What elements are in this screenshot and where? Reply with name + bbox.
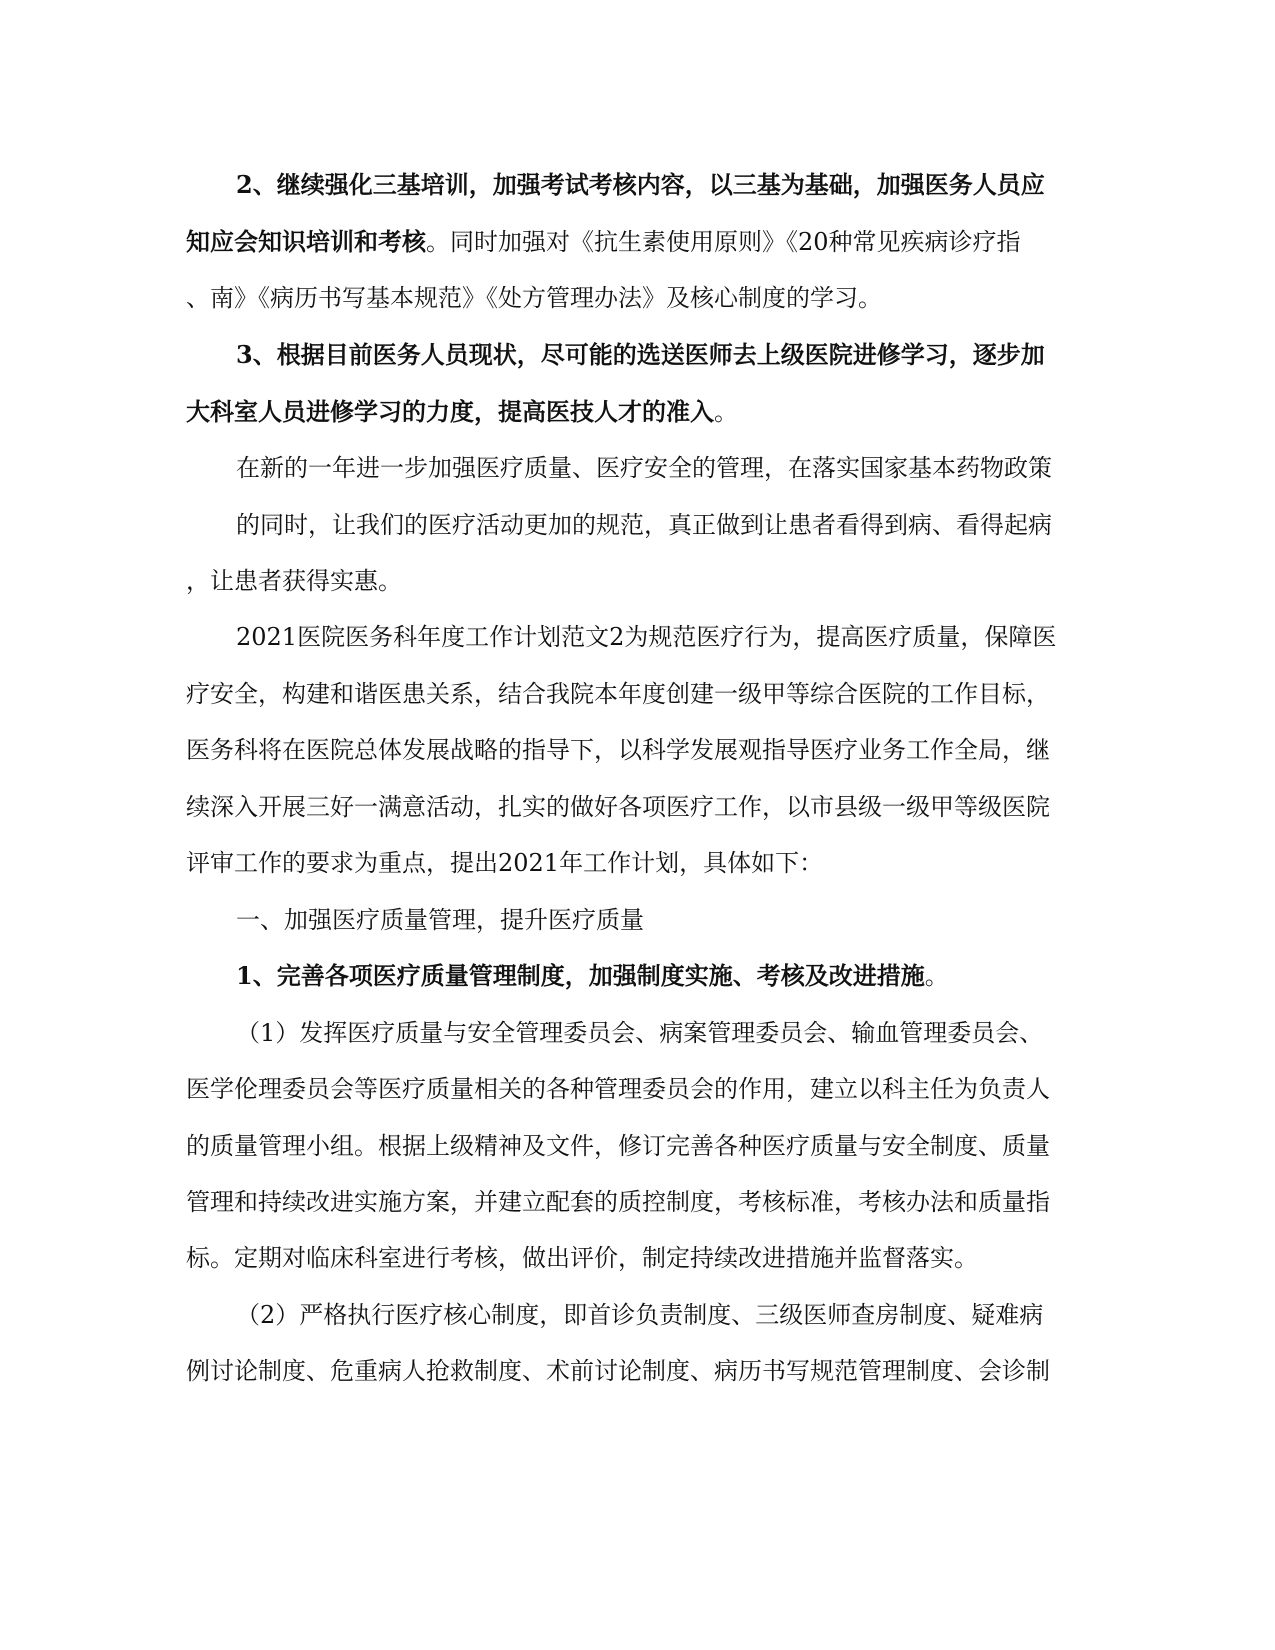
para-7-line-3: 的质量管理小组。根据上级精神及文件，修订完善各种医疗质量与安全制度、质量: [186, 1132, 1050, 1160]
para-7-line-4: 管理和持续改进实施方案，并建立配套的质控制度，考核标准，考核办法和质量指: [186, 1188, 1050, 1216]
para-6-text: 。: [924, 962, 949, 990]
para-6-line-1: [236, 961, 949, 991]
para-4-line-4: 续深入开展三好一满意活动，扎实的做好各项医疗工作，以市县级一级甲等级医院: [186, 793, 1050, 821]
para-7-line-2: 医学伦理委员会等医疗质量相关的各种管理委员会的作用，建立以科主任为负责人: [186, 1075, 1050, 1103]
para-4-line-2: 疗安全，构建和谐医患关系，结合我院本年度创建一级甲等综合医院的工作目标，: [186, 680, 1050, 708]
para-3-line-3: ，让患者获得实惠。: [186, 567, 402, 595]
para-4-line-1: 2021医院医务科年度工作计划范文2为规范医疗行为，提高医疗质量，保障医: [236, 623, 1057, 651]
para-1-bold-text: 知应会知识培训和考核: [186, 227, 426, 256]
para-2-text: 。: [714, 398, 738, 426]
section-heading: 一、加强医疗质量管理，提升医疗质量: [236, 906, 644, 934]
para-4-line-5: 评审工作的要求为重点，提出2021年工作计划，具体如下：: [186, 849, 824, 877]
para-2-bold-text: 大科室人员进修学习的力度，提高医技人才的准入: [186, 397, 714, 426]
para-2-line-1: 3、根据目前医务人员现状，尽可能的选送医师去上级医院进修学习，逐步加: [236, 340, 1045, 369]
para-1-line-2: [186, 227, 1021, 257]
para-8-line-2: 例讨论制度、危重病人抢救制度、术前讨论制度、病历书写规范管理制度、会诊制: [186, 1357, 1050, 1385]
para-6-bold-text: 1、完善各项医疗质量管理制度，加强制度实施、考核及改进措施: [236, 961, 925, 990]
para-3-line-2: 的同时，让我们的医疗活动更加的规范，真正做到让患者看得到病、看得起病: [236, 511, 1052, 539]
para-1-line-3: 、南》《病历书写基本规范》《处方管理办法》及核心制度的学习。: [186, 284, 882, 312]
para-1-text: 。同时加强对《抗生素使用原则》《20种常见疾病诊疗指: [426, 228, 1021, 256]
para-7-line-1: （1）发挥医疗质量与安全管理委员会、病案管理委员会、输血管理委员会、: [236, 1019, 1044, 1047]
para-2-line-2: [186, 397, 738, 427]
para-3-line-1: 在新的一年进一步加强医疗质量、医疗安全的管理，在落实国家基本药物政策: [236, 454, 1052, 482]
para-1-line-1: 2、继续强化三基培训，加强考试考核内容，以三基为基础，加强医务人员应: [236, 170, 1045, 199]
para-4-line-3: 医务科将在医院总体发展战略的指导下，以科学发展观指导医疗业务工作全局，继: [186, 736, 1050, 764]
para-7-line-5: 标。定期对临床科室进行考核，做出评价，制定持续改进措施并监督落实。: [186, 1244, 978, 1272]
para-8-line-1: （2）严格执行医疗核心制度，即首诊负责制度、三级医师查房制度、疑难病: [236, 1301, 1044, 1329]
